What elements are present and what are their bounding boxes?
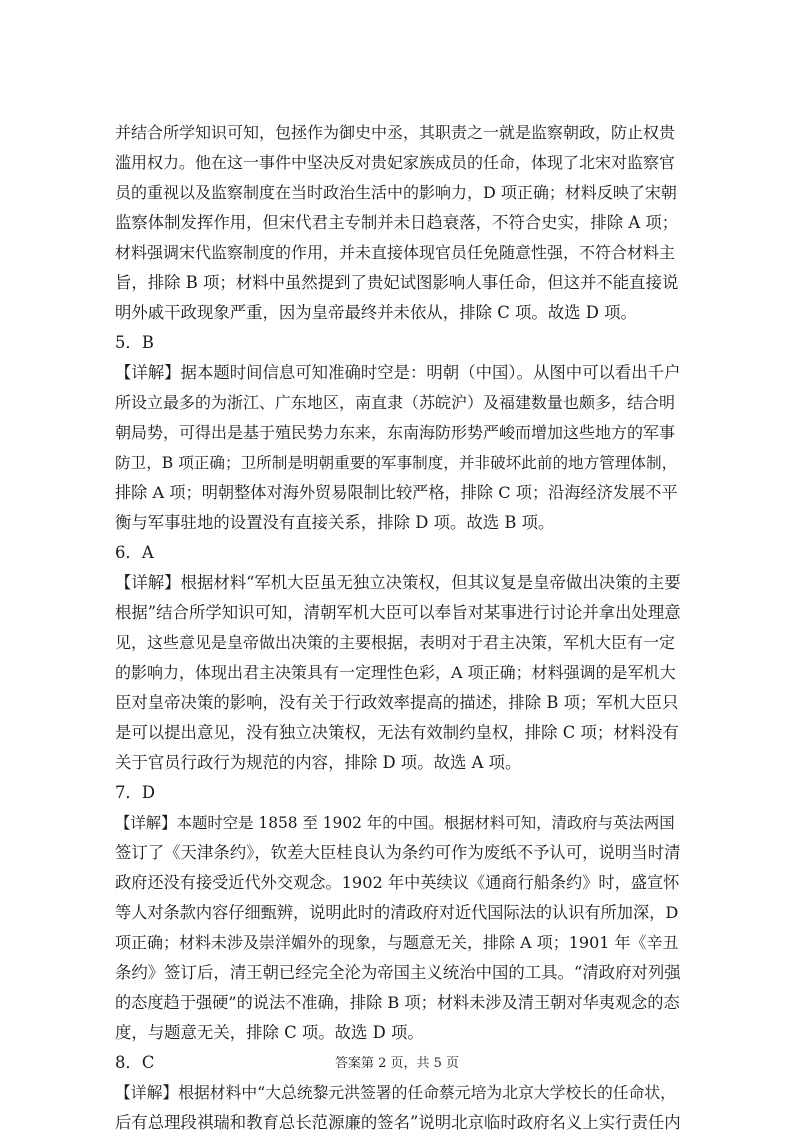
text-line: 项正确；材料未涉及崇洋媚外的现象，与题意无关，排除 A 项；1901 年《辛丑 <box>115 933 679 952</box>
text-line: 臣对皇帝决策的影响，没有关于行政效率提高的描述，排除 B 项；军机大臣只 <box>115 693 679 712</box>
answer-key-line: 5．B <box>115 333 154 352</box>
text-line: 后有总理段祺瑞和教育总长范源廉的签名”说明北京临时政府名义上实行责任内 <box>115 1113 681 1132</box>
text-line: 条约》签订后，清王朝已经完全沦为帝国主义统治中国的工具。“清政府对列强 <box>115 963 681 982</box>
text-line: 并结合所学知识可知，包拯作为御史中丞，其职责之一就是监察朝政，防止权贵 <box>115 123 676 142</box>
text-line: 监察体制发挥作用，但宋代君主专制并未日趋衰落，不符合史实，排除 A 项； <box>115 213 679 232</box>
text-line: 等人对条款内容仔细甄辨，说明此时的清政府对近代国际法的认识有所加深，D <box>115 903 679 922</box>
text-line: 【详解】本题时空是 1858 至 1902 年的中国。根据材料可知，清政府与英法两国 <box>115 814 675 832</box>
text-line: 政府还没有接受近代外交观念。1902 年中英续议《通商行船条约》时，盛宣怀 <box>115 873 680 892</box>
text-line: 滥用权力。他在这一事件中坚决反对贵妃家族成员的任命，体现了北宋对监察官 <box>115 153 676 172</box>
answer-key-line: 7．D <box>115 783 155 802</box>
text-line: 【详解】根据材料“军机大臣虽无独立决策权，但其议复是皇帝做出决策的主要 <box>115 573 681 592</box>
text-line: 的态度趋于强硬”的说法不准确，排除 B 项；材料未涉及清王朝对华夷观念的态 <box>115 993 680 1012</box>
text-line: 的影响力，体现出君主决策具有一定理性色彩，A 项正确；材料强调的是军机大 <box>115 663 676 682</box>
text-line: 度，与题意无关，排除 C 项。故选 D 项。 <box>115 1023 424 1042</box>
text-line: 见，这些意见是皇帝做出决策的主要根据，表明对于君主决策，军机大臣有一定 <box>115 633 676 652</box>
page-footer: 答案第 2 页，共 5 页 <box>334 1056 460 1071</box>
text-line: 旨，排除 B 项；材料中虽然提到了贵妃试图影响人事任命，但这并不能直接说 <box>115 273 679 292</box>
text-line: 【详解】据本题时间信息可知准确时空是：明朝（中国）。从图中可以看出千户 <box>115 363 681 382</box>
text-line: 排除 A 项；明朝整体对海外贸易限制比较严格，排除 C 项；沿海经济发展不平 <box>115 483 678 502</box>
text-line: 朝局势，可得出是基于殖民势力东来，东南海防形势严峻而增加这些地方的军事 <box>115 423 676 442</box>
text-line: 材料强调宋代监察制度的作用，并未直接体现官员任免随意性强，不符合材料主 <box>115 243 676 262</box>
text-line: 签订了《天津条约》，钦差大臣桂良认为条约可作为废纸不予认可，说明当时清 <box>115 843 681 862</box>
answer-key-line: 8．C <box>115 1053 155 1072</box>
text-line: 根据”结合所学知识可知，清朝军机大臣可以奉旨对某事进行讨论并拿出处理意 <box>115 603 681 622</box>
text-line: 防卫，B 项正确；卫所制是明朝重要的军事制度，并非破坏此前的地方管理体制， <box>115 454 678 472</box>
answer-key-line: 6．A <box>115 543 154 562</box>
text-line: 是可以提出意见，没有独立决策权，无法有效制约皇权，排除 C 项；材料没有 <box>115 723 679 742</box>
text-line: 员的重视以及监察制度在当时政治生活中的影响力，D 项正确；材料反映了宋朝 <box>115 183 677 202</box>
text-line: 衡与军事驻地的设置没有直接关系，排除 D 项。故选 B 项。 <box>115 513 555 532</box>
text-line: 明外戚干政现象严重，因为皇帝最终并未依从，排除 C 项。故选 D 项。 <box>115 303 637 322</box>
text-line: 【详解】根据材料中“大总统黎元洪签署的任命蔡元培为北京大学校长的任命状， <box>115 1083 676 1102</box>
answer-text-body <box>115 118 681 1138</box>
text-line: 关于官员行政行为规范的内容，排除 D 项。故选 A 项。 <box>115 753 522 772</box>
text-line: 所设立最多的为浙江、广东地区，南直隶（苏皖沪）及福建数量也颇多，结合明 <box>115 393 676 412</box>
